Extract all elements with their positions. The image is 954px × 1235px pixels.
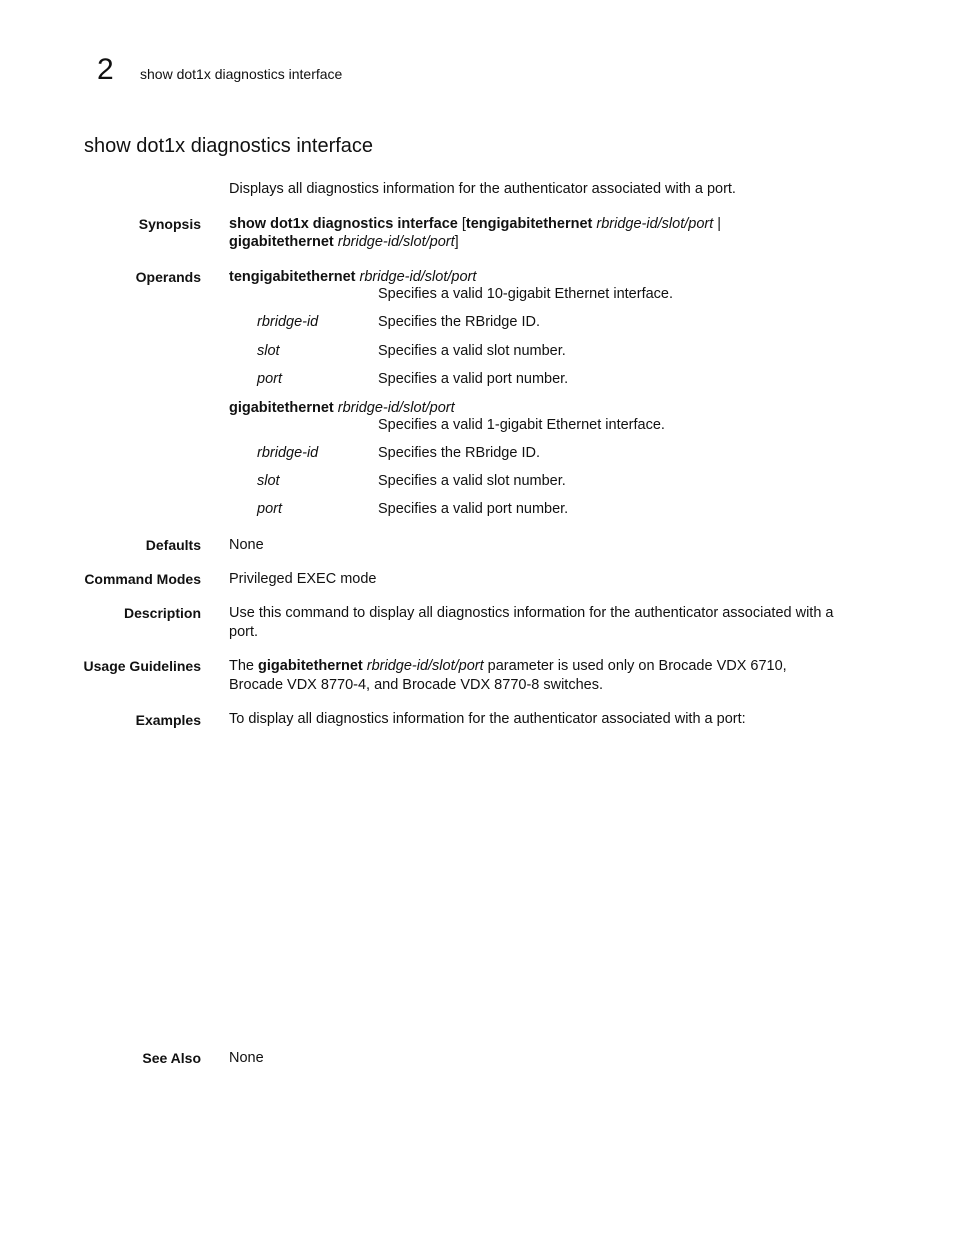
usage-post: parameter is used only on Brocade VDX 6710, Brocade VDX 8770-4, and Brocade VDX 8770-8 switches. <box>229 658 787 693</box>
operand-ten-arg: rbridge-id/slot/port <box>359 269 477 285</box>
operand-gig-heading <box>229 399 455 418</box>
operand-term-description: Specifies the RBridge ID. <box>378 445 540 461</box>
operand-term: port <box>257 371 282 387</box>
synopsis-pipe: | <box>713 216 722 232</box>
operand-term: slot <box>257 473 280 489</box>
operand-term-description: Specifies a valid port number. <box>378 501 569 517</box>
defaults-value: None <box>229 537 264 553</box>
running-header: show dot1x diagnostics interface <box>140 66 343 82</box>
synopsis-line-2 <box>229 233 459 252</box>
examples-text: To display all diagnostics information for the authenticator associated with a port: <box>229 711 746 727</box>
synopsis-open-bracket: [ <box>457 216 466 232</box>
usage-guidelines-text <box>229 657 809 695</box>
operand-ten-keyword: tengigabitethernet <box>229 269 356 285</box>
operand-term: rbridge-id <box>257 314 319 330</box>
operand-ten-description: Specifies a valid 10-gigabit Ethernet interface. <box>378 286 674 302</box>
operands-label: Operands <box>135 269 201 285</box>
operand-term-description: Specifies a valid slot number. <box>378 473 566 489</box>
usage-guidelines-label: Usage Guidelines <box>83 658 201 674</box>
intro-text: Displays all diagnostics information for the authenticator associated with a port. <box>229 181 736 197</box>
synopsis-arg-ten: rbridge-id/slot/port <box>596 216 714 232</box>
operand-gig-keyword: gigabitethernet <box>229 400 334 416</box>
synopsis-keyword-gig: gigabitethernet <box>229 234 334 250</box>
page-title: show dot1x diagnostics interface <box>84 135 374 157</box>
synopsis-label: Synopsis <box>138 216 201 232</box>
see-also-label: See Also <box>142 1050 201 1066</box>
synopsis-line-1 <box>229 215 721 234</box>
usage-keyword: gigabitethernet <box>258 658 363 674</box>
operand-term: port <box>257 501 282 517</box>
usage-arg: rbridge-id/slot/port <box>366 658 484 674</box>
operand-term-description: Specifies a valid slot number. <box>378 343 566 359</box>
see-also-value: None <box>229 1050 264 1066</box>
synopsis-command: show dot1x diagnostics interface <box>229 216 458 232</box>
chapter-number: 2 <box>97 53 114 86</box>
operand-term-description: Specifies a valid port number. <box>378 371 569 387</box>
synopsis-arg-gig: rbridge-id/slot/port <box>337 234 455 250</box>
synopsis-close-bracket: ] <box>454 234 459 250</box>
operand-term: rbridge-id <box>257 445 319 461</box>
operand-term-description: Specifies the RBridge ID. <box>378 314 540 330</box>
usage-pre: The <box>229 658 259 674</box>
operand-term: slot <box>257 343 280 359</box>
description-text: Use this command to display all diagnostics information for the authenticator associated with a port. <box>229 605 834 640</box>
defaults-label: Defaults <box>145 537 201 553</box>
description-label: Description <box>123 605 201 621</box>
operand-gig-arg: rbridge-id/slot/port <box>337 400 455 416</box>
synopsis-keyword-ten: tengigabitethernet <box>465 216 593 232</box>
operand-gig-description: Specifies a valid 1-gigabit Ethernet interface. <box>378 417 665 433</box>
operand-ten-heading <box>229 268 476 287</box>
command-modes-value: Privileged EXEC mode <box>229 571 377 587</box>
command-modes-label: Command Modes <box>84 571 201 587</box>
examples-label: Examples <box>135 712 201 728</box>
